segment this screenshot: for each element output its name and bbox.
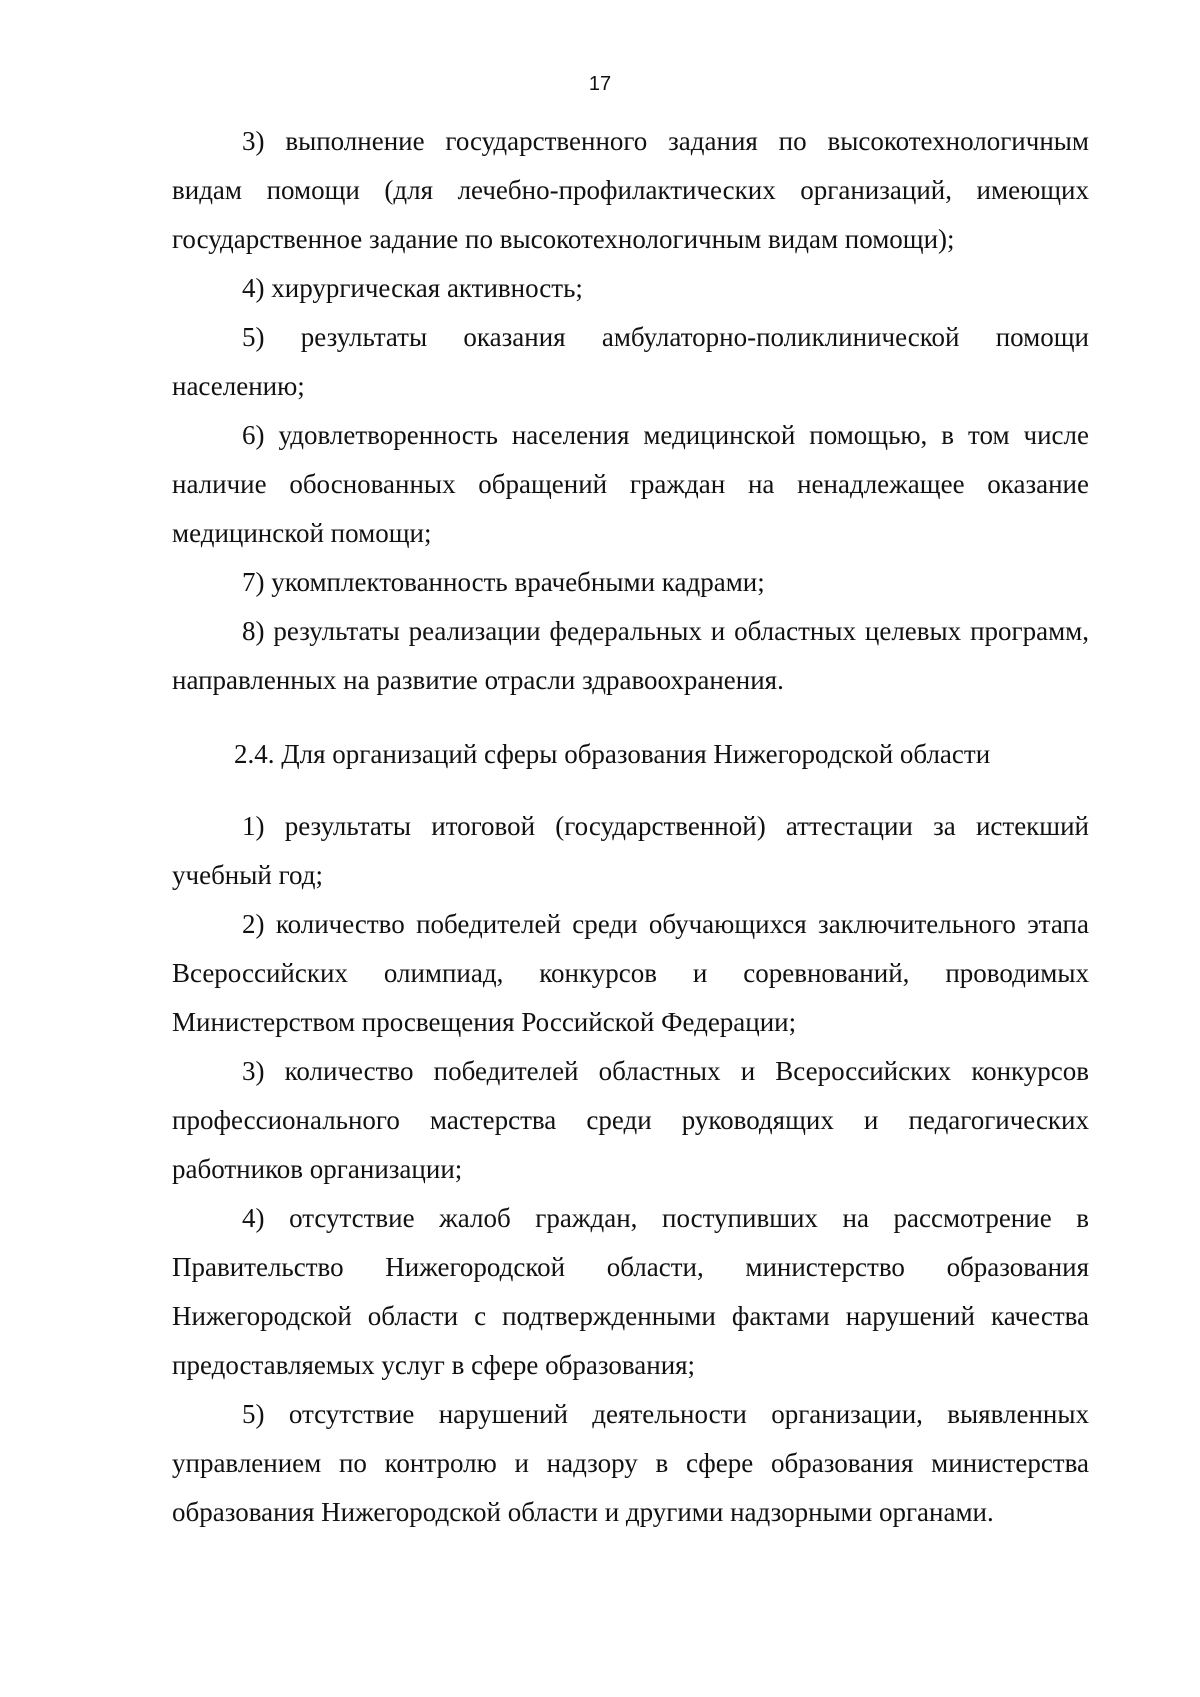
health-item-8: 8) результаты реализации федеральных и областных целевых программ, направленных на развитие отрасли здравоохранения. bbox=[172, 616, 1089, 695]
health-item-6: 6) удовлетворенность населения медицинской помощью, в том числе наличие обоснованных обращений граждан на ненадлежащее оказание медицинской помощи; bbox=[172, 420, 1089, 548]
page-number: 17 bbox=[588, 73, 612, 95]
document-body bbox=[172, 117, 1089, 1537]
health-item-5: 5) результаты оказания амбулаторно-поликлинической помощи населению; bbox=[172, 322, 1089, 401]
health-item-3: 3) выполнение государственного задания по высокотехнологичным видам помощи (для лечебно-профилактических организаций, имеющих государственное задание по высокотехнологичным видам помощи); bbox=[172, 126, 1089, 254]
section-heading-education: 2.4. Для организаций сферы образования Нижегородской области bbox=[234, 739, 991, 769]
education-item-4: 4) отсутствие жалоб граждан, поступивших на рассмотрение в Правительство Нижегородской области, министерство образования Нижегородской области с подтвержденными фактами нарушений качества предоставляемых услуг в сфере образования; bbox=[172, 1203, 1089, 1380]
education-item-5: 5) отсутствие нарушений деятельности организации, выявленных управлением по контролю и надзору в сфере образования министерства образования Нижегородской области и другими надзорными органами. bbox=[172, 1399, 1089, 1527]
health-item-4: 4) хирургическая активность; bbox=[242, 273, 583, 303]
education-item-1: 1) результаты итоговой (государственной) аттестации за истекший учебный год; bbox=[172, 811, 1089, 890]
education-item-3: 3) количество победителей областных и Всероссийских конкурсов профессионального мастерства среди руководящих и педагогических работников организации; bbox=[172, 1056, 1089, 1184]
education-item-2: 2) количество победителей среди обучающихся заключительного этапа Всероссийских олимпиад, конкурсов и соревнований, проводимых Министерством просвещения Российской Федерации; bbox=[172, 909, 1089, 1037]
health-item-7: 7) укомплектованность врачебными кадрами; bbox=[242, 567, 765, 597]
